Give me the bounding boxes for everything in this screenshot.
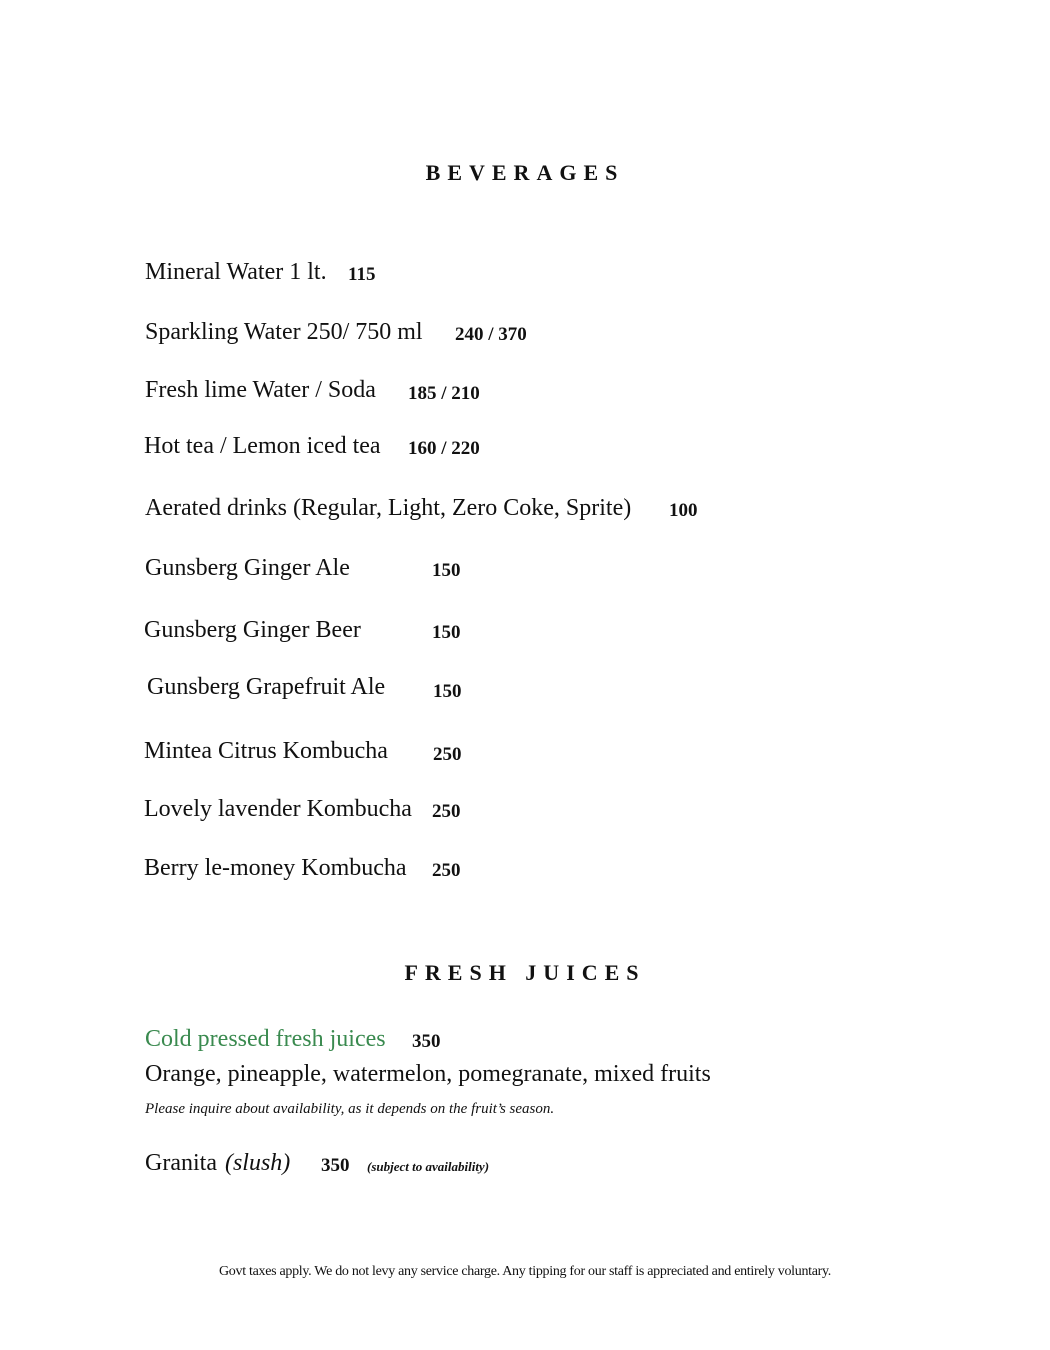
menu-price-citrus-kombucha: 250 <box>433 744 462 765</box>
menu-item-ginger-beer: Gunsberg Ginger Beer <box>144 617 361 643</box>
menu-item-aerated-drinks: Aerated drinks (Regular, Light, Zero Coke, Sprite) <box>145 495 632 521</box>
availability-note: Please inquire about availability, as it depends on the fruit’s season. <box>145 1101 555 1117</box>
menu-item-mineral-water: Mineral Water 1 lt. <box>145 259 327 285</box>
menu-item-berry-kombucha: Berry le-money Kombucha <box>144 855 407 881</box>
menu-price-cold-pressed: 350 <box>412 1031 441 1052</box>
menu-price-fresh-lime: 185 / 210 <box>408 383 480 404</box>
menu-price-lavender-kombucha: 250 <box>432 801 461 822</box>
menu-price-granita: 350 <box>321 1155 350 1176</box>
menu-price-berry-kombucha: 250 <box>432 860 461 881</box>
menu-price-ginger-ale: 150 <box>432 560 461 581</box>
granita-name: Granita <box>145 1150 217 1176</box>
menu-item-sparkling-water: Sparkling Water 250/ 750 ml <box>145 319 423 345</box>
menu-price-sparkling-water: 240 / 370 <box>455 324 527 345</box>
menu-item-grapefruit-ale: Gunsberg Grapefruit Ale <box>147 674 386 700</box>
footer-note: Govt taxes apply. We do not levy any service charge. Any tipping for our staff is appreciated and entirely voluntary. <box>219 1264 831 1279</box>
menu-item-cold-pressed: Cold pressed fresh juices <box>145 1026 386 1052</box>
menu-price-aerated-drinks: 100 <box>669 500 698 521</box>
menu-item-granita <box>145 1150 290 1177</box>
beverages-heading: BEVERAGES <box>425 160 625 185</box>
menu-item-fresh-lime: Fresh lime Water / Soda <box>145 377 376 403</box>
menu-price-grapefruit-ale: 150 <box>433 681 462 702</box>
granita-subtitle: (slush) <box>224 1150 291 1176</box>
menu-price-mineral-water: 115 <box>348 264 376 285</box>
menu-item-ginger-ale: Gunsberg Ginger Ale <box>145 555 350 581</box>
menu-price-hot-tea: 160 / 220 <box>408 438 480 459</box>
menu-item-lavender-kombucha: Lovely lavender Kombucha <box>144 796 412 822</box>
granita-availability-note: (subject to availability) <box>367 1159 490 1174</box>
juice-fruits-list: Orange, pineapple, watermelon, pomegranate, mixed fruits <box>145 1061 711 1087</box>
menu-price-ginger-beer: 150 <box>432 622 461 643</box>
menu-item-hot-tea: Hot tea / Lemon iced tea <box>144 433 381 459</box>
menu-item-citrus-kombucha: Mintea Citrus Kombucha <box>144 738 388 764</box>
fresh-juices-heading: FRESH JUICES <box>404 960 646 985</box>
